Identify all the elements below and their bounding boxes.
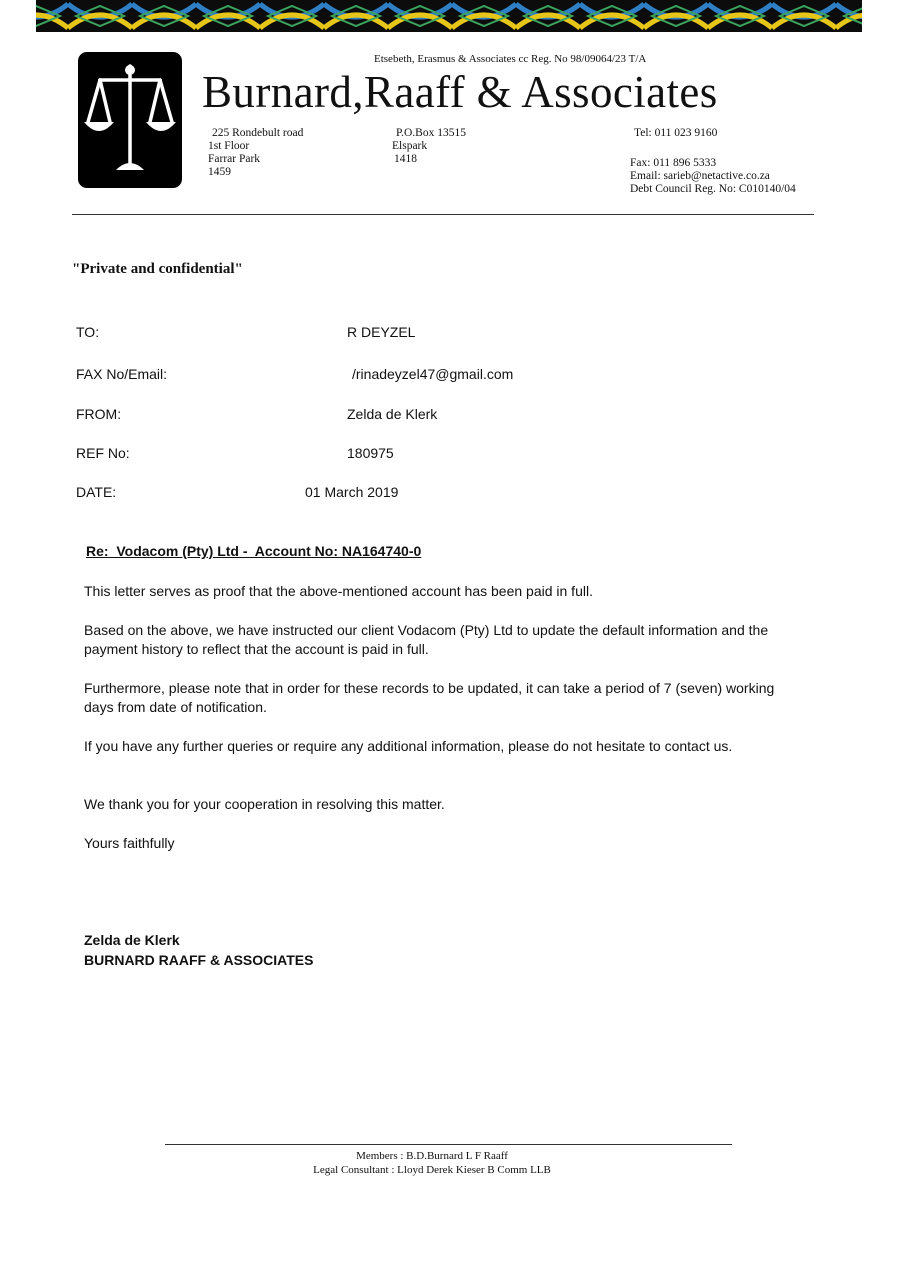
to-label: TO: (76, 324, 100, 340)
email-address: Email: sarieb@netactive.co.za (630, 170, 770, 182)
ref-value: 180975 (347, 445, 394, 461)
to-value: R DEYZEL (347, 324, 416, 340)
date-label: DATE: (76, 484, 117, 500)
address-line: Elspark (392, 140, 428, 152)
address-line: 225 Rondebult road (212, 127, 304, 139)
body-paragraph: Based on the above, we have instructed our client Vodacom (Pty) Ltd to update the default information and the payment history to reflect that the account is paid in full. (84, 622, 769, 657)
date-value: 01 March 2019 (305, 484, 399, 500)
closing-salutation: Yours faithfully (84, 835, 175, 851)
body-paragraph: We thank you for your cooperation in resolving this matter. (84, 796, 445, 812)
from-value: Zelda de Klerk (347, 406, 438, 422)
signatory-name: Zelda de Klerk (84, 932, 180, 948)
footer-members: Members : B.D.Burnard L F Raaff (356, 1150, 508, 1162)
scales-of-justice-logo (78, 52, 182, 188)
header-divider (72, 214, 814, 215)
footer-consultant: Legal Consultant : Lloyd Derek Kieser B Comm LLB (313, 1164, 551, 1176)
subject-line: Re: Vodacom (Pty) Ltd - Account No: NA164740-0 (86, 543, 422, 559)
banner-weave-stroke (36, 15, 68, 28)
fax-email-label: FAX No/Email: (76, 366, 168, 382)
signatory-firm: BURNARD RAAFF & ASSOCIATES (84, 952, 314, 968)
address-line: 1st Floor (208, 140, 250, 152)
confidential-label: "Private and confidential" (72, 261, 243, 277)
address-line: 1418 (394, 153, 417, 165)
decorative-banner (36, 0, 862, 32)
fax-email-value: /rinadeyzel47@gmail.com (352, 366, 514, 382)
footer-divider (165, 1144, 732, 1145)
address-line: P.O.Box 13515 (396, 127, 466, 139)
postal-address (392, 127, 466, 166)
telephone: Tel: 011 023 9160 (634, 127, 718, 139)
firm-name: Burnard,Raaff & Associates (202, 67, 718, 117)
registration-line: Etsebeth, Erasmus & Associates cc Reg. No 98/09064/23 T/A (374, 53, 647, 65)
body-paragraph: This letter serves as proof that the above-mentioned account has been paid in full. (84, 583, 593, 599)
address-line: 1459 (208, 166, 231, 178)
body-paragraph: If you have any further queries or require any additional information, please do not hesitate to contact us. (84, 738, 733, 754)
contact-details (630, 157, 796, 196)
body-paragraph: Furthermore, please note that in order for these records to be updated, it can take a period of 7 (seven) working days from date of notification. (84, 680, 775, 715)
ref-label: REF No: (76, 445, 130, 461)
debt-council-reg: Debt Council Reg. No: C010140/04 (630, 183, 796, 195)
fax-number: Fax: 011 896 5333 (630, 157, 717, 169)
scales-icon (78, 52, 182, 188)
address-line: Farrar Park (208, 153, 261, 165)
street-address (208, 127, 303, 179)
from-label: FROM: (76, 406, 122, 422)
banner-pattern-graphic (36, 0, 862, 32)
